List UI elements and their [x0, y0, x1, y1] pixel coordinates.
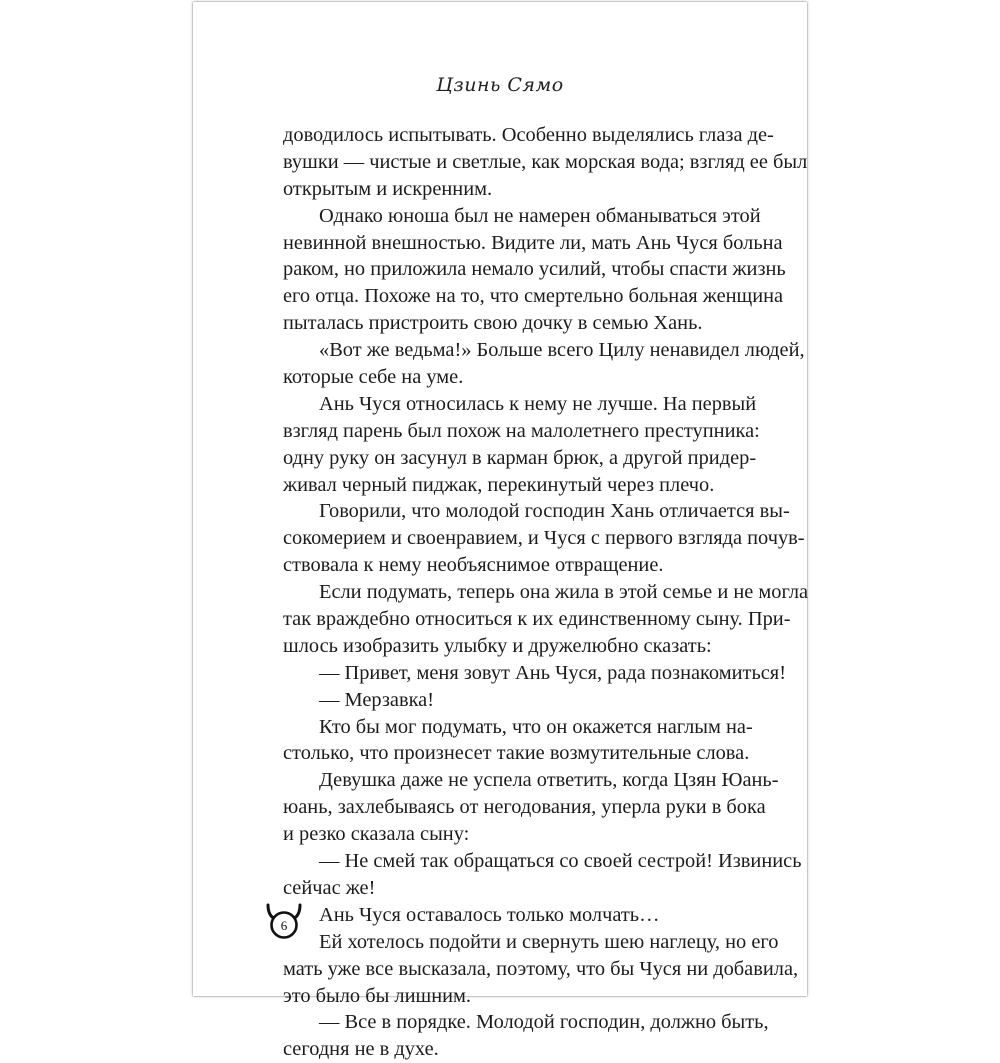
text-line: Говорили, что молодой господин Хань отличается вы- — [319, 500, 790, 523]
text-line: — Мерзавка! — [319, 688, 435, 711]
page-number: 6 — [280, 918, 288, 933]
text-line: живал черный пиджак, перекинутый через плечо. — [283, 473, 715, 496]
text-line: раком, но приложила немало усилий, чтобы спасти жизнь — [283, 258, 786, 281]
text-line: невинной внешностью. Видите ли, мать Ань Чуся больна — [283, 231, 783, 254]
text-line: Девушка даже не успела ответить, когда Цзян Юань- — [319, 769, 779, 792]
text-line: его отца. Похоже на то, что смертельно больная женщина — [283, 285, 784, 308]
text-line: — Все в порядке. Молодой господин, должно быть, — [319, 1011, 769, 1034]
running-head: Цзинь Сямо — [436, 74, 564, 96]
text-line: шлось изобразить улыбку и дружелюбно сказать: — [283, 634, 712, 657]
text-line: Ей хотелось подойти и свернуть шею наглецу, но его — [319, 930, 779, 953]
text-line: Ань Чуся оставалось только молчать… — [319, 903, 660, 926]
text-line: Кто бы мог подумать, что он окажется наглым на- — [319, 715, 753, 738]
text-line: и резко сказала сыну: — [283, 823, 470, 846]
text-line: столько, что произнесет такие возмутительные слова. — [283, 742, 750, 765]
text-line: юань, захлебываясь от негодования, уперла руки в бока — [283, 796, 766, 819]
text-line: «Вот же ведьма!» Больше всего Цилу ненавидел людей, — [319, 339, 805, 362]
text-line: ствовала к нему необъяснимое отвращение. — [283, 554, 664, 577]
page-number-badge — [262, 899, 306, 943]
text-line: вушки — чистые и светлые, как морская вода; взгляд ее был — [283, 150, 808, 173]
text-line: сокомерием и своенравием, и Чуся с первого взгляда почув- — [283, 527, 805, 550]
text-line: Если подумать, теперь она жила в этой семье и не могла — [319, 581, 809, 604]
text-line: — Не смей так обращаться со своей сестрой! Извинись — [319, 850, 802, 873]
text-line: доводилось испытывать. Особенно выделялись глаза де- — [283, 124, 774, 146]
text-line: так враждебно относиться к их единственному сыну. При- — [283, 608, 791, 631]
text-line: взгляд парень был похож на малолетнего преступника: — [283, 419, 760, 442]
text-line: это было бы лишним. — [283, 984, 472, 1007]
text-line: которые себе на уме. — [283, 366, 464, 389]
text-line: Ань Чуся относилась к нему не лучше. На первый — [319, 392, 757, 415]
text-line: одну руку он засунул в карман брюк, а другой придер- — [283, 446, 757, 469]
text-line: — Привет, меня зовут Ань Чуся, рада познакомиться! — [319, 661, 786, 684]
body-text — [283, 122, 809, 1063]
book-page — [193, 2, 809, 1061]
text-line: сегодня не в духе. — [283, 1038, 439, 1061]
text-line: сейчас же! — [283, 876, 376, 899]
text-line: пыталась пристроить свою дочку в семью Хань. — [283, 312, 703, 335]
text-line: Однако юноша был не намерен обманываться этой — [319, 204, 761, 227]
text-line: мать уже все высказала, поэтому, что бы Чуся ни добавила, — [283, 957, 799, 980]
text-line: открытым и искренним. — [283, 177, 493, 200]
